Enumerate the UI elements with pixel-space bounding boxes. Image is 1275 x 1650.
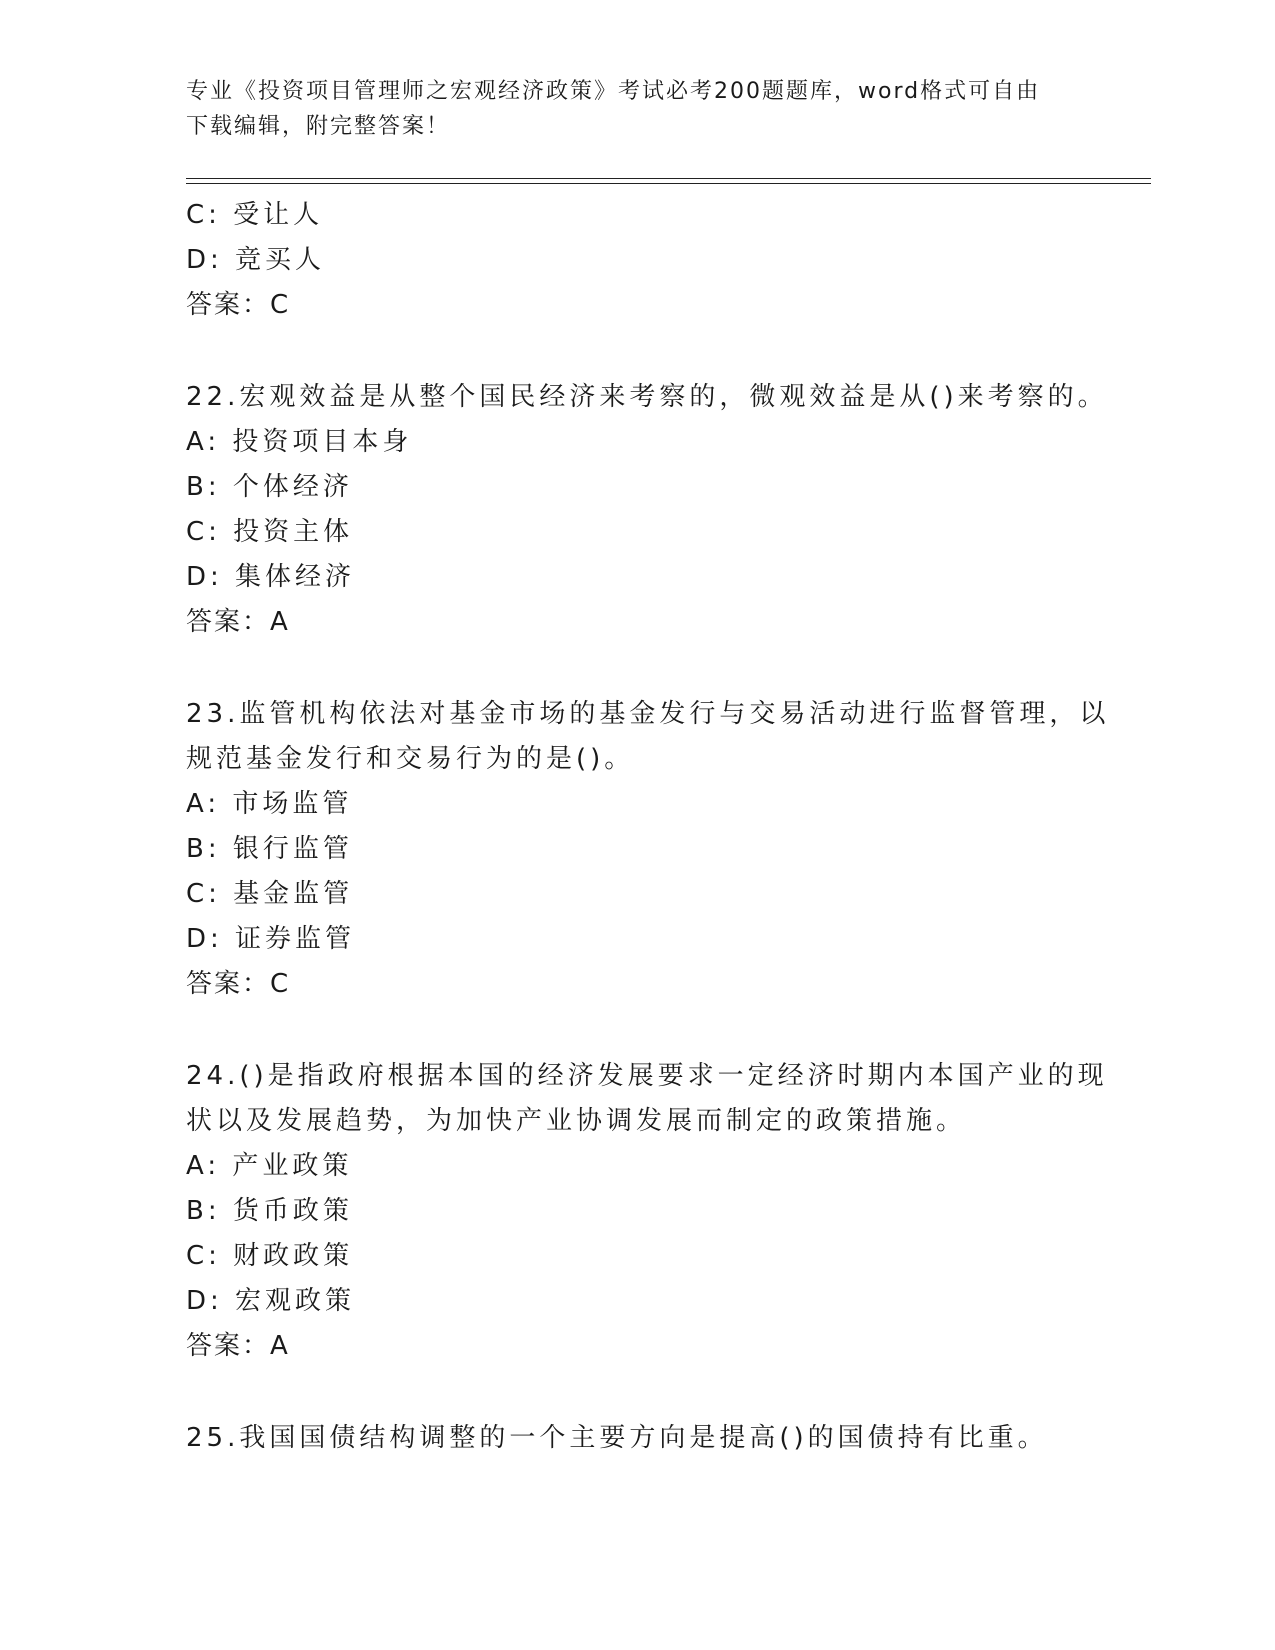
header-divider-top — [186, 178, 1151, 179]
document-body — [186, 193, 1110, 1461]
question-text-line-1: 24.()是指政府根据本国的经济发展要求一定经济时期内本国产业的现 — [186, 1061, 1108, 1091]
option-a: A: 产业政策 — [186, 1151, 353, 1181]
option-b: B: 货币政策 — [186, 1196, 353, 1226]
header-divider-bottom — [186, 183, 1151, 184]
question-24 — [186, 1054, 1108, 1369]
header-line-2: 下载编辑，附完整答案！ — [186, 114, 451, 139]
answer-line: 答案：C — [186, 290, 291, 320]
question-23 — [186, 692, 1110, 1007]
option-a: A: 投资项目本身 — [186, 427, 413, 457]
option-b: B: 银行监管 — [186, 834, 353, 864]
option-d: D: 竞买人 — [186, 245, 326, 275]
option-c: C: 受让人 — [186, 200, 324, 230]
option-c: C: 基金监管 — [186, 879, 354, 909]
option-c: C: 财政政策 — [186, 1241, 354, 1271]
header-line-1: 专业《投资项目管理师之宏观经济政策》考试必考200题题库，word格式可自由 — [186, 79, 1041, 104]
option-d: D: 宏观政策 — [186, 1286, 356, 1316]
question-text: 25.我国国债结构调整的一个主要方向是提高()的国债持有比重。 — [186, 1423, 1048, 1453]
question-21-tail — [186, 193, 1086, 328]
question-22 — [186, 375, 1108, 645]
answer-line: 答案：A — [186, 1331, 290, 1361]
question-text: 22.宏观效益是从整个国民经济来考察的，微观效益是从()来考察的。 — [186, 382, 1108, 412]
document-header — [186, 74, 1086, 144]
option-d: D: 证券监管 — [186, 924, 356, 954]
answer-line: 答案：A — [186, 607, 290, 637]
answer-line: 答案：C — [186, 969, 291, 999]
question-25 — [186, 1416, 1086, 1461]
option-b: B: 个体经济 — [186, 472, 353, 502]
question-text-line-2: 状以及发展趋势，为加快产业协调发展而制定的政策措施。 — [186, 1106, 967, 1136]
option-d: D: 集体经济 — [186, 562, 356, 592]
option-a: A: 市场监管 — [186, 789, 353, 819]
option-c: C: 投资主体 — [186, 517, 354, 547]
question-text-line-1: 23.监管机构依法对基金市场的基金发行与交易活动进行监督管理，以 — [186, 699, 1110, 729]
question-text-line-2: 规范基金发行和交易行为的是()。 — [186, 744, 635, 774]
